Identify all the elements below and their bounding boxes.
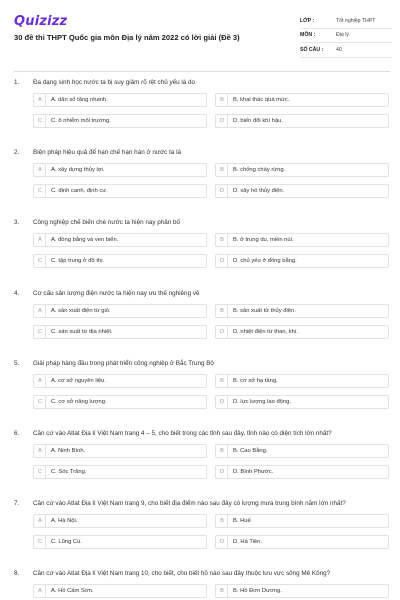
answer-option-d[interactable]	[215, 535, 389, 549]
option-letter-badge: C	[35, 326, 46, 338]
option-letter-badge: D	[217, 396, 228, 408]
answer-option-a[interactable]	[33, 584, 207, 598]
answer-option-a[interactable]	[33, 233, 207, 247]
answer-option-b[interactable]	[215, 444, 389, 458]
answer-option-b[interactable]	[215, 514, 389, 528]
question-text: Biện pháp hiệu quả để hạn chế hạn hán ở nước ta là	[33, 149, 181, 157]
answer-option-c[interactable]	[33, 114, 207, 128]
answer-option-a[interactable]	[33, 163, 207, 177]
option-text: B. ở trung du, miền núi.	[233, 237, 294, 244]
option-letter-badge: D	[217, 326, 228, 338]
answer-option-a[interactable]	[33, 304, 207, 318]
option-letter-badge: C	[35, 185, 46, 197]
option-letter-badge: A	[35, 234, 46, 246]
answer-option-d[interactable]	[215, 465, 389, 479]
answer-options	[33, 514, 393, 550]
option-text: D. nhiệt điện từ than, khí.	[233, 328, 299, 335]
answer-option-b[interactable]	[215, 584, 389, 598]
answer-options	[33, 374, 393, 410]
answer-option-b[interactable]	[215, 374, 389, 388]
question-text: Căn cứ vào Atlat Địa lí Việt Nam trang 10, cho biết, cho biết hồ nào sau đây thuộc lưu vực sông Mê Kông?	[33, 570, 331, 578]
option-letter-badge: D	[217, 185, 228, 197]
question-text: Căn cứ vào Atlat Địa lí Việt Nam trang 4 – 5, cho biết trong các tỉnh sau đây, tỉnh nào có diện tích lớn nhất?	[33, 429, 332, 437]
option-text: B. Cao Bằng.	[233, 447, 268, 454]
option-letter-badge: C	[35, 255, 46, 267]
option-letter-badge: B	[217, 164, 228, 176]
option-letter-badge: D	[217, 255, 228, 267]
meta-key: SỐ CÂU :	[300, 46, 324, 53]
option-text: C. Lũng Cú.	[51, 539, 82, 546]
meta-value: Địa lý	[336, 32, 349, 39]
question-number: 1.	[14, 79, 20, 86]
option-letter-badge: C	[35, 396, 46, 408]
option-letter-badge: A	[35, 94, 46, 106]
question-number: 8.	[14, 570, 20, 578]
option-text: B. sản xuất từ thủy điện.	[233, 307, 296, 314]
option-text: A. sản xuất điện từ gió.	[51, 307, 111, 314]
option-text: D. Bình Phước.	[233, 468, 274, 475]
meta-value: Tốt nghiệp THPT	[336, 17, 376, 24]
option-text: A. cơ sở nguyên liệu.	[51, 377, 106, 384]
option-text: A. đồng bằng và ven biển.	[51, 237, 119, 244]
question-number: 2.	[14, 149, 20, 157]
option-text: D. biến đổi khí hậu.	[233, 118, 283, 124]
quizizz-logo: Quizizz	[14, 14, 68, 29]
option-letter-badge: A	[35, 445, 46, 457]
question-text: Đa dạng sinh học nước ta bị suy giảm rõ rệt chủ yếu là do	[33, 79, 196, 86]
answer-options	[33, 304, 393, 340]
option-text: D. lực lượng lao động.	[233, 398, 291, 405]
option-text: C. sản xuất từ địa nhiệt.	[51, 328, 113, 335]
option-text: C. cơ sở năng lượng.	[51, 398, 107, 405]
question-item	[0, 564, 400, 600]
question-number: 4.	[14, 289, 20, 297]
option-text: D. xây hồ thủy điện.	[233, 188, 285, 195]
option-letter-badge: A	[35, 305, 46, 317]
answer-option-c[interactable]	[33, 465, 207, 479]
option-letter-badge: B	[217, 305, 228, 317]
document-title: 30 đề thi THPT Quốc gia môn Địa lý năm 2022 có lời giải (Đề 3)	[14, 33, 240, 42]
option-text: A. Ninh Bình.	[51, 447, 86, 454]
question-item	[0, 213, 400, 283]
question-text: Cơ cấu sản lượng điện nước ta hiện nay ưu thế nghiêng về	[33, 289, 200, 297]
question-number: 3.	[14, 219, 20, 227]
answer-option-b[interactable]	[215, 93, 389, 107]
question-text: Căn cứ vào Atlat Địa lí Việt Nam trang 9, cho biết địa điểm nào sau đây có lượng mưa trung bình năm lớn nhất?	[33, 500, 346, 508]
answer-option-b[interactable]	[215, 304, 389, 318]
answer-option-a[interactable]	[33, 374, 207, 388]
option-letter-badge: C	[35, 466, 46, 478]
option-text: D. chủ yếu ở đồng bằng.	[233, 258, 297, 265]
meta-row-subject	[300, 29, 392, 44]
answer-option-c[interactable]	[33, 325, 207, 339]
option-text: B. cơ sở hạ tầng.	[233, 377, 278, 384]
question-item	[0, 424, 400, 494]
answer-options	[33, 233, 393, 269]
answer-option-d[interactable]	[215, 114, 389, 128]
answer-option-d[interactable]	[215, 184, 389, 198]
answer-option-b[interactable]	[215, 163, 389, 177]
option-letter-badge: D	[217, 115, 228, 127]
answer-option-a[interactable]	[33, 93, 207, 107]
option-letter-badge: A	[35, 164, 46, 176]
option-text: B. Hồ Đơn Dương.	[233, 588, 282, 595]
option-text: B. khai thác quá mức.	[233, 97, 290, 103]
question-item	[0, 143, 400, 213]
meta-info-table	[300, 14, 392, 58]
answer-option-c[interactable]	[33, 535, 207, 549]
answer-option-c[interactable]	[33, 254, 207, 268]
question-item	[0, 494, 400, 564]
option-letter-badge: A	[35, 585, 46, 597]
option-text: D. Hà Tiên.	[233, 539, 262, 546]
answer-option-d[interactable]	[215, 325, 389, 339]
option-letter-badge: B	[217, 375, 228, 387]
meta-row-question-count	[300, 43, 392, 58]
question-item	[0, 354, 400, 424]
meta-key: MÔN :	[300, 32, 316, 39]
option-text: C. Sóc Trăng.	[51, 468, 87, 475]
meta-value: 40	[336, 46, 342, 53]
option-text: A. Hà Nội.	[51, 518, 78, 525]
answer-option-b[interactable]	[215, 233, 389, 247]
option-text: C. định canh, định cư.	[51, 188, 108, 195]
option-letter-badge: A	[35, 375, 46, 387]
option-letter-badge: D	[217, 536, 228, 548]
answer-option-d[interactable]	[215, 395, 389, 409]
option-letter-badge: B	[217, 515, 228, 527]
option-text: A. Hồ Cấm Sơn.	[51, 588, 94, 595]
answer-options	[33, 444, 393, 480]
question-item	[0, 73, 400, 143]
question-number: 7.	[14, 500, 20, 508]
meta-row-class	[300, 14, 392, 29]
meta-key: LỚP :	[300, 17, 315, 24]
question-item	[0, 284, 400, 354]
answer-options	[33, 93, 393, 129]
option-letter-badge: C	[35, 115, 46, 127]
document-header	[0, 0, 400, 58]
option-text: C. ô nhiễm môi trường.	[51, 118, 111, 124]
option-text: A. xây dựng thủy lợi.	[51, 167, 105, 174]
option-text: C. tập trung ở đô thị.	[51, 258, 105, 265]
answer-options	[33, 163, 393, 199]
option-letter-badge: D	[217, 466, 228, 478]
answer-option-d[interactable]	[215, 254, 389, 268]
option-text: B. Huế.	[233, 518, 253, 525]
question-number: 5.	[14, 359, 20, 367]
option-letter-badge: C	[35, 536, 46, 548]
question-text: Công nghiệp chế biến chè nước ta hiện nay phân bố	[33, 219, 180, 227]
question-text: Giải pháp hàng đầu trong phát triển công nghiệp ở Bắc Trung Bộ	[33, 359, 214, 367]
answer-option-a[interactable]	[33, 444, 207, 458]
option-text: B. chống cháy rừng.	[233, 167, 286, 174]
option-letter-badge: B	[217, 94, 228, 106]
option-letter-badge: B	[217, 585, 228, 597]
option-letter-badge: B	[217, 445, 228, 457]
question-number: 6.	[14, 429, 20, 437]
option-text: A. dân số tăng nhanh.	[51, 97, 108, 103]
option-letter-badge: A	[35, 515, 46, 527]
answer-option-c[interactable]	[33, 395, 207, 409]
answer-option-a[interactable]	[33, 514, 207, 528]
question-list	[0, 73, 400, 600]
answer-option-c[interactable]	[33, 184, 207, 198]
header-divider	[14, 71, 390, 72]
option-letter-badge: B	[217, 234, 228, 246]
answer-options	[33, 584, 393, 600]
